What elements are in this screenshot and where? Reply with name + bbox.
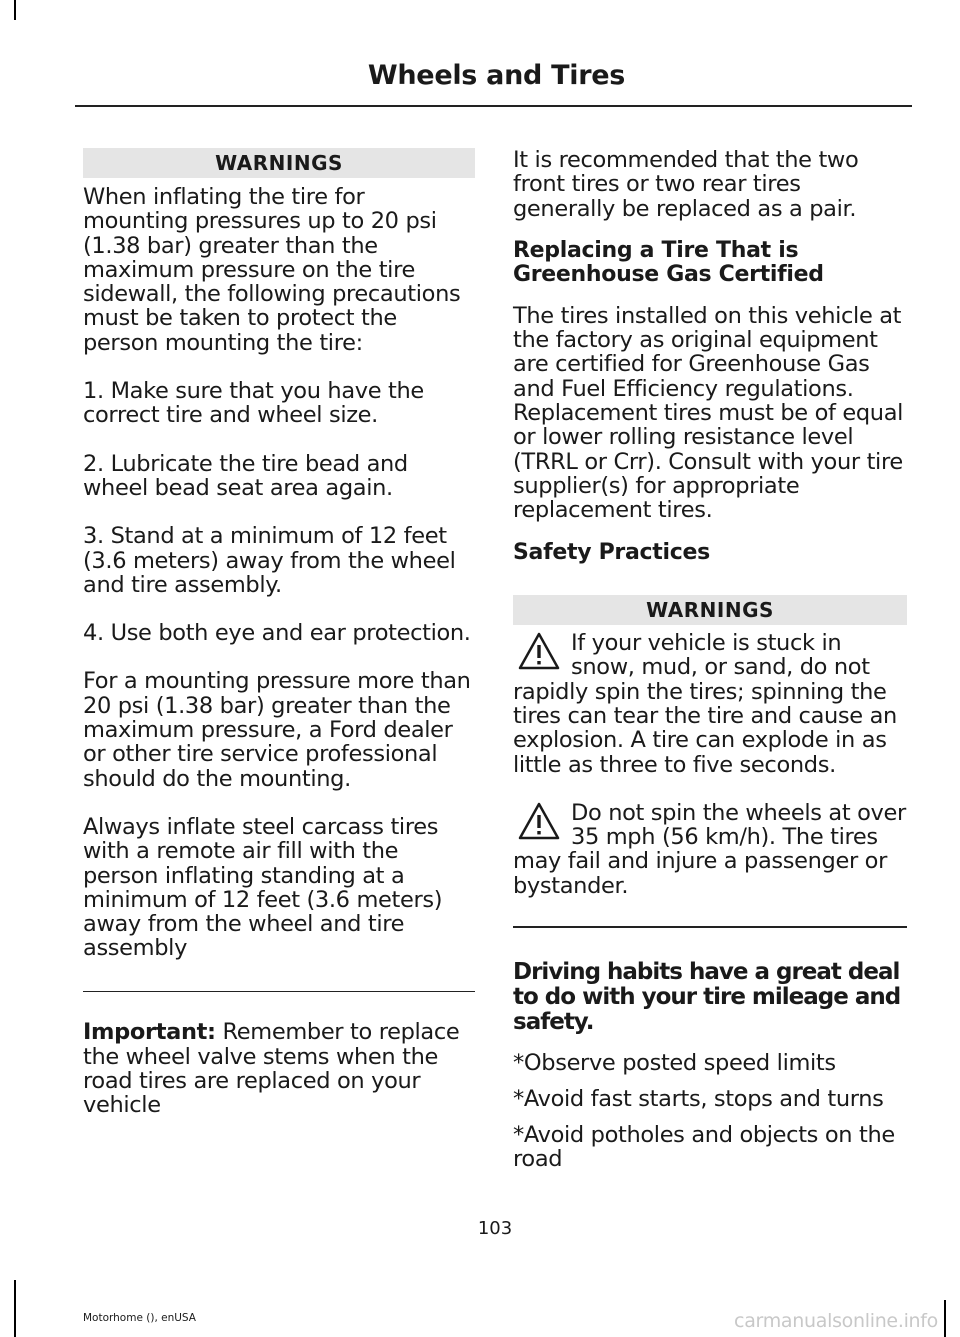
warning-text: If your vehicle is stuck in snow, mud, or sand, do not rapidly spin the tires; spinning the tires can tear the tire and cause an explosion. A tire can explode in as little as three to five seconds. [513,630,897,778]
left-column [83,148,475,1141]
safety-heading: Safety Practices [513,539,710,565]
warning-text: Do not spin the wheels at over 35 mph (56 km/h). The tires may fail and injure a passenger or bystander. [513,799,906,899]
ghg-heading: Replacing a Tire That is Greenhouse Gas Certified [513,237,824,288]
page-number: 103 [477,1218,513,1239]
warning-item [513,631,907,777]
crop-mark-bottom-right [944,1300,946,1337]
divider [83,991,475,993]
crop-mark-bottom-left [14,1280,16,1337]
header-rule [75,105,912,107]
replace-pair-paragraph: It is recommended that the two front tires or two rear tires generally be replaced as a pair. [513,147,859,222]
step-2: 2. Lubricate the tire bead and wheel bead seat area again. [83,450,408,501]
tip-item: *Observe posted speed limits [513,1049,836,1076]
page-title: Wheels and Tires [367,60,625,91]
tip-item: *Avoid fast starts, stops and turns [513,1085,884,1112]
mounting-pressure-paragraph: For a mounting pressure more than 20 psi (1.38 bar) greater than the maximum pressure, a Ford dealer or other tire service professional should do the mounting. [83,668,471,792]
step-4: 4. Use both eye and ear protection. [83,620,471,647]
watermark: carmanualsonline.info [734,1310,938,1332]
right-column [513,148,907,1196]
important-note [83,1020,475,1117]
divider [513,926,907,928]
steel-carcass-paragraph: Always inflate steel carcass tires with a remote air fill with the person inflating standing at a minimum of 12 feet (3.6 meters) away from the wheel and tire assembly [83,813,443,962]
warning-item [513,801,907,898]
step-3: 3. Stand at a minimum of 12 feet (3.6 meters) away from the wheel and tire assembly. [83,523,456,598]
ghg-paragraph: The tires installed on this vehicle at the factory as original equipment are certified for Greenhouse Gas and Fuel Efficiency regulations. Replacement tires must be of equal or lower rolling resistance level (TRRL or Crr). Consult with your tire supplier(s) for appropriate replacement tires. [513,302,904,524]
step-1: 1. Make sure that you have the correct tire and wheel size. [83,378,424,429]
warning-triangle-icon [517,801,563,841]
warning-triangle-icon [517,631,563,671]
document-id: Motorhome (), enUSA [83,1312,196,1324]
tip-item: *Avoid potholes and objects on the road [513,1122,895,1173]
warnings-label: WARNINGS [83,148,475,178]
warning-paragraph: When inflating the tire for mounting pressures up to 20 psi (1.38 bar) greater than the maximum pressure on the tire sidewall, the following precautions must be taken to protect the person mounting the tire: [83,184,461,356]
important-text: Remember to replace the wheel valve stems when the road tires are replaced on your vehicle [83,1019,460,1119]
driving-habits-heading: Driving habits have a great deal to do with your tire mileage and safety. [513,958,901,1035]
crop-mark-top-left [14,0,16,20]
warnings-label: WARNINGS [513,595,907,625]
important-label: Important: [83,1019,216,1046]
